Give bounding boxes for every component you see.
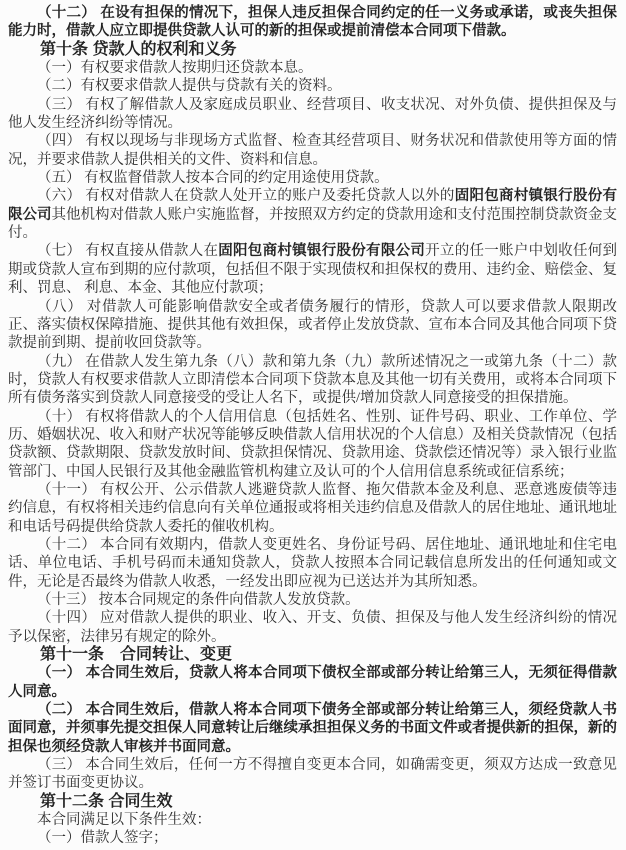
article-12-heading — [8, 793, 617, 811]
bold-text-segment: 固阳包商村镇银行股份有限公司 — [8, 188, 618, 223]
text-segment: （一）有权要求借款人按期归还贷款本息。 — [37, 60, 313, 77]
text-segment: （一）借款人签字； — [37, 830, 168, 847]
article-10-item-5 — [8, 169, 617, 187]
text-segment: 开立的任一账户中划收任何到期或贷款人宣布到期的应付款项，包括但不限于实现债权和担保权的费用、违约金、赔偿金、复利、罚息、 利息、本金、其他应付款项； — [8, 243, 618, 297]
bold-text-segment: 第十二条 合同生效 — [40, 792, 173, 810]
bold-text-segment: 固阳包商村镇银行股份有限公司 — [218, 243, 426, 260]
article-10-item-7 — [8, 242, 617, 297]
article-10-item-3 — [8, 96, 617, 133]
article-10-item-14 — [8, 609, 617, 646]
bold-text-segment: （一） 本合同生效后，贷款人将本合同项下债权全部或部分转让给第三人，无须征得借款人同意。 — [8, 665, 617, 700]
text-segment: 其他机构对借款人账户实施监督，并按照双方约定的贷款用途和支付范围控制贷款资金支付。 — [8, 206, 617, 242]
text-segment: （十三） 按本合同规定的条件向借款人发放贷款。 — [37, 592, 360, 608]
article-10-item-6 — [8, 187, 617, 242]
text-segment: （十四） 应对借款人提供的职业、收入、开支、负债、担保及与他人发生经济纠纷的情况予以保密，法律另有规定的除外。 — [8, 610, 617, 645]
article-11-item-3 — [8, 756, 617, 793]
article-10-heading — [8, 41, 617, 59]
clause-9-12-continued — [8, 4, 617, 41]
article-10-item-13 — [8, 591, 617, 609]
article-10-item-12 — [8, 536, 617, 591]
article-10-item-10 — [8, 408, 617, 481]
text-segment: （十一） 有权公开、公示借款人逃避贷款人监督、拖欠借款本金及利息、恶意逃废债等违约信息，有权将相关违约信息向有关单位通报或将相关违约信息及借款人的居住地址、通讯地址和电话号码提供给贷款人委托的催收机构。 — [8, 481, 617, 535]
text-segment: （六） 有权对借款人在贷款人处开立的账户及委托贷款人以外的 — [37, 188, 455, 205]
article-10-item-1 — [8, 59, 617, 77]
text-segment: （三） 有权了解借款人及家庭成员职业、经营项目、收支状况、对外负债、提供担保及与他人发生经济纠纷等情况。 — [8, 96, 617, 132]
article-10-item-11 — [8, 481, 617, 536]
article-12-intro — [8, 811, 617, 829]
bold-text-segment: 第十条 贷款人的权利和义务 — [40, 40, 237, 58]
text-segment: （三） 本合同生效后，任何一方不得擅自变更本合同，如确需变更，须双方达成一致意见并签订书面变更协议。 — [8, 757, 617, 792]
text-segment: （四） 有权以现场与非现场方式监督、检查其经营项目、财务状况和借款使用等方面的情况，并要求借款人提供相关的文件、资料和信息。 — [8, 133, 617, 168]
text-segment: （五） 有权监督借款人按本合同的约定用途使用贷款。 — [37, 170, 389, 187]
text-segment: （七） 有权直接从借款人在 — [37, 243, 219, 260]
article-11-item-2 — [8, 701, 617, 756]
text-segment: （二）有权要求借款人提供与贷款有关的资料。 — [37, 78, 342, 95]
bold-text-segment: （十二） 在设有担保的情况下，担保人违反担保合同约定的任一义务或承诺，或丧失担保能力时，借款人应立即提供贷款人认可的新的担保或提前清偿本合同项下借款。 — [8, 5, 617, 40]
text-segment: （八） 对借款人可能影响借款安全或者债务履行的情形，贷款人可以要求借款人限期改正、落实债权保障措施、提供其他有效担保，或者停止发放贷款、宣布本合同及其他合同项下贷款提前到期、提前收回贷款等。 — [8, 298, 617, 352]
text-segment: （十） 有权将借款人的个人信用信息（包括姓名、性别、证件号码、职业、工作单位、学历、婚姻状况、收入和财产状况等能够反映借款人信用状况的个人信息）及相关贷款情况（包括贷款额、贷款期限、贷款发放时间、贷款担保情况、贷款用途、贷款偿还情况等）录入银行业监管部门、中国人民银行及其他金融监管机构建立及认可的个人信用信息系统或征信系统； — [8, 408, 617, 480]
article-10-item-8 — [8, 298, 617, 353]
text-segment: （九） 在借款人发生第九条（八）款和第九条（九）款所述情况之一或第九条（十二）款时，贷款人有权要求借款人立即清偿本合同项下贷款本息及其他一切有关费用，或将本合同项下所有债务落实到贷款人同意接受的受让人名下，或提供/增加贷款人同意接受的担保措施。 — [8, 353, 617, 407]
article-10-item-4 — [8, 132, 617, 169]
article-12-item-1 — [8, 829, 617, 847]
article-10-item-2 — [8, 77, 617, 95]
article-11-item-1 — [8, 664, 617, 701]
text-segment: （十二） 本合同有效期内，借款人变更姓名、身份证号码、居住地址、通讯地址和住宅电话、单位电话、手机号码而未通知贷款人，贷款人按照本合同记载信息所发出的任何通知或文件，无论是否最终为借款人收悉，一经发出即应视为已送达并为其所知悉。 — [8, 536, 617, 590]
bold-text-segment: （二） 本合同生效后，借款人将本合同项下债务全部或部分转让给第三人，须经贷款人书面同意，并须事先提交担保人同意转让后继续承担担保义务的书面文件或者提供新的担保，新的担保也须经贷款人审核并书面同意。 — [8, 702, 617, 755]
text-segment: 本合同满足以下条件生效： — [37, 812, 211, 829]
article-10-item-9 — [8, 353, 617, 408]
document-body — [8, 4, 617, 848]
article-11-heading — [8, 646, 617, 664]
bold-text-segment: 第十一条 合同转让、变更 — [40, 646, 233, 664]
